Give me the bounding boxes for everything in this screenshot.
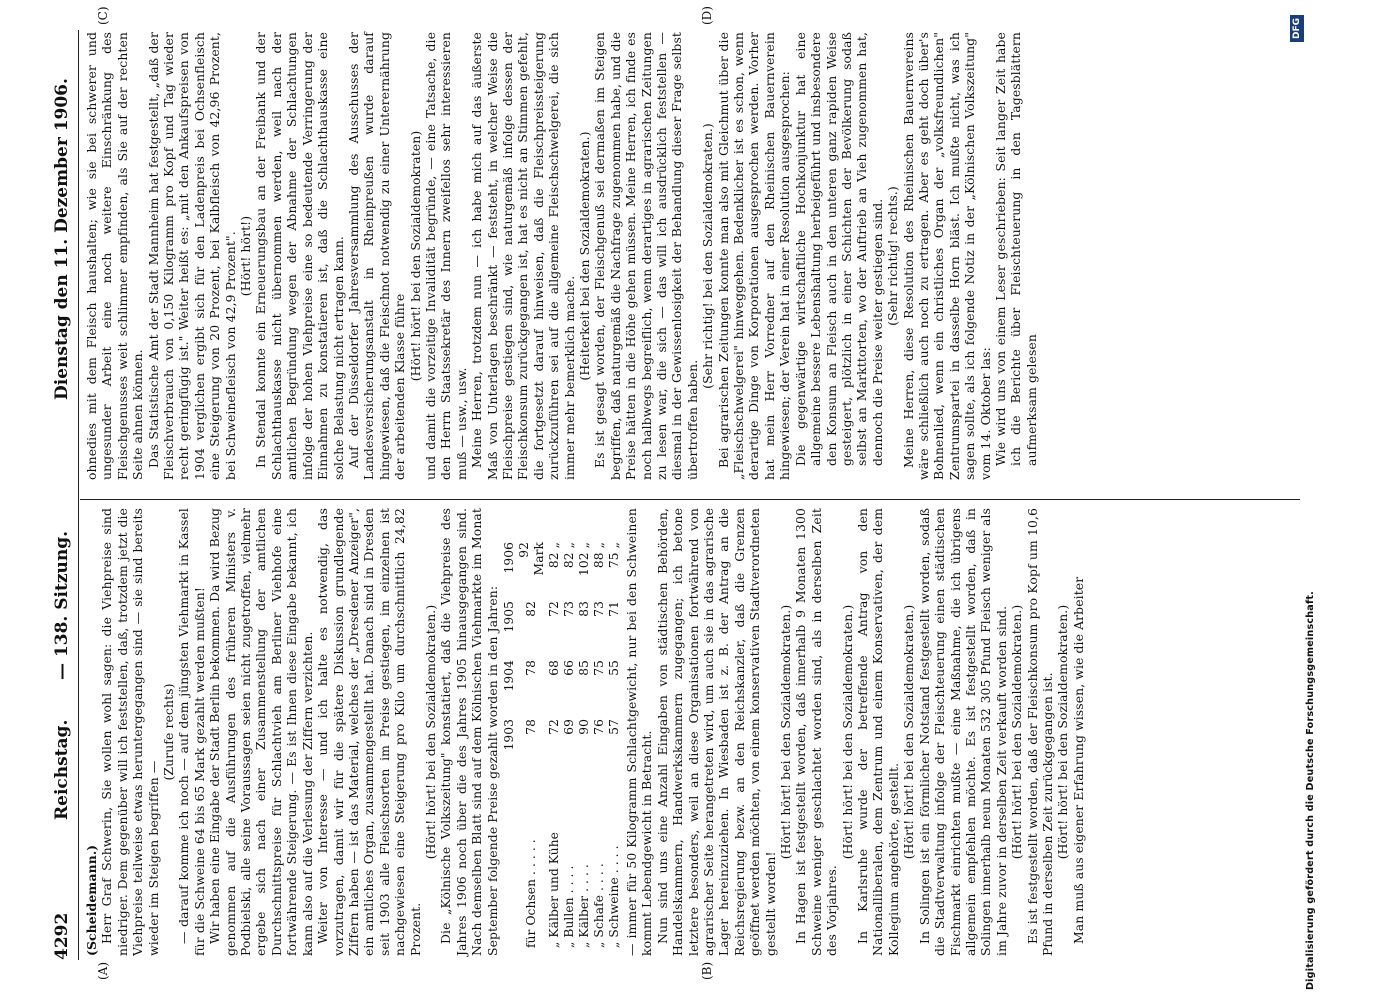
margin-marker-b: (B) bbox=[700, 961, 714, 980]
paragraph: Das Statistische Amt der Stadt Mannheim hat festgestellt, „daß der Fleischverbrauch von 0,150 Kilogramm pro Kopf und Tag wieder recht geringfügig ist." Weiter heißt es: „mit den Ankaufspreisen von 1904 verglichen ergibt sich für den Ladenpreis bei Ochsenfleisch eine Steigerung von 20 Prozent, bei Kalbfleisch von 42,96 Prozent, bei Schweinefleisch von 42,9 Prozent". bbox=[145, 32, 238, 480]
price-table-header bbox=[502, 535, 517, 948]
paragraph: und damit die vorzeitige Invalidität begründe, — eine Tatsache, die den Herrn Staatssekretär des Innern zweifellos sehr interessieren muß — usw., usw. bbox=[422, 32, 469, 480]
price-table bbox=[502, 535, 622, 948]
header-rule bbox=[78, 30, 79, 960]
paragraph: In Stendal konnte ein Erneuerungsbau an der Freibank und der Schlachthauskasse nicht übernommen werden, weil nach der amtlichen Begründung wegen der Abnahme der Schlachtungen infolge der hohen Viehpreise eine so bedeutende Verringerung der Einnahmen zu konstatieren ist, daß die Schlachthauskasse eine solche Belastung nicht ertragen kann. bbox=[253, 32, 346, 480]
cell: 92 Mark bbox=[516, 542, 546, 576]
interjection: (Hört! hört! bei den Sozialdemokraten.) bbox=[839, 604, 855, 860]
quotation: Wie wird uns von einem Leser geschrieben: Seit langer Zeit habe ich die Berichte über Fleischteuerung in den Tagesblättern aufmerksam gelesen bbox=[992, 32, 1039, 466]
margin-marker-a: (A) bbox=[96, 961, 110, 980]
speaker-name: (Scheidemann.) bbox=[84, 844, 99, 956]
cell: 57 bbox=[606, 719, 621, 735]
table-row bbox=[577, 535, 592, 948]
paragraph: In Solingen ist ein förmlicher Notstand festgestellt worden, sodaß die Stadtverwaltung infolge der Fleischteuerung einen städtischen Fischmarkt einrichten mußte — eine Maßnahme, die ich übrigens allgemein empfehlen möchte. Es ist festgestellt worden, daß in Solingen innerhalb neun Monaten 532 305 Pfund Fleisch weniger als im Jahre zuvor in derselben Zeit verkauft worden sind. bbox=[916, 508, 1009, 956]
interjection: (Hört! hört! bei den Sozialdemokraten) bbox=[407, 130, 423, 382]
year-header: 1904 bbox=[501, 660, 516, 692]
right-column bbox=[84, 32, 1039, 480]
paragraph: Wir haben eine Eingabe der Stadt Berlin bekommen. Da wird Bezug genommen auf die Ausführungen des früheren Ministers v. Podbielski, alle seine Voraussagen seien nicht zugetroffen, vielmehr ergebe sich nach einer Zusammenstellung der amtlichen Durchschnittspreise für Schlachtvieh am Berliner Viehhofe eine fortwährende Steigerung. — Es ist Ihnen diese Eingabe bekannt, ich kann also auf die Verlesung der Ziffern verzichten. bbox=[207, 508, 315, 956]
interjection: (Hört! hört!) bbox=[238, 215, 254, 297]
row-label: „ Bullen . . . . bbox=[561, 865, 576, 948]
table-row bbox=[547, 535, 562, 948]
cell: 73 bbox=[561, 601, 576, 617]
left-column bbox=[84, 508, 1086, 956]
row-label: „ Schweine . . . . bbox=[606, 845, 621, 948]
cell: 78 bbox=[524, 719, 539, 735]
year-header: 1905 bbox=[501, 601, 516, 633]
cell: 82 „ bbox=[561, 542, 576, 569]
interjection: (Hört! hört! bei den Sozialdemokraten.) bbox=[1055, 604, 1071, 860]
interjection: (Sehr richtig! bei den Sozialdemokraten.) bbox=[700, 123, 716, 389]
quotation: Die gegenwärtige wirtschaftliche Hochkonjunktur hat eine allgemeine bessere Lebenshaltung herbeigeführt und insbesondere den Konsum an Fleisch auch in den unteren ganz rapiden Weise gesteigert, plötzlich in einer Schichten der Bevölkerung sodaß selbst an Markttorten, wo der Auftrieb an Vieh zugenommen hat, dennoch die Preise weiter gestiegen sind. bbox=[792, 32, 885, 466]
margin-marker-c: (C) bbox=[96, 6, 110, 25]
margin-marker-d: (D) bbox=[700, 6, 714, 25]
paragraph: — immer für 50 Kilogramm Schlachtgewicht, nur bei den Schweinen kommt Lebendgewicht in Betracht. bbox=[623, 508, 655, 956]
header-date: Dienstag den 11. Dezember 1906. bbox=[52, 78, 72, 400]
cell: 73 bbox=[591, 601, 606, 617]
column-divider bbox=[80, 499, 1300, 500]
cell: 69 bbox=[561, 719, 576, 735]
page-header bbox=[52, 30, 78, 960]
dfg-logo: DFG bbox=[1290, 15, 1304, 42]
cell: 82 „ bbox=[546, 542, 561, 569]
cell: 75 bbox=[591, 660, 606, 676]
paragraph: Nun sind uns eine Anzahl Eingaben von städtischen Behörden, Handelskammern, Handwerkskammern zugegangen; ich betone letztere besonders, weil an diese Organisationen fortwährend von agrarischer Seite herangetreten wird, um auch sie in das agrarische Lager hereinzuziehen. In Wiesbaden ist z. B. der Antrag an die Reichsregierung bezw. an den Reichskanzler, daß die Grenzen geöffnet werden möchten, von einem konservativen Stadtverordneten gestellt worden! bbox=[654, 508, 778, 956]
cell: 85 bbox=[576, 660, 591, 676]
paragraph: Herr Graf Schwerin, Sie wollen wohl sagen: die Viehpreise sind niedriger. Dem gegenüber will ich feststellen, daß, trotzdem jetzt die Viehpreise teilweise etwas heruntergegangen sind — sie sind bereits wieder im Steigen begriffen — bbox=[99, 508, 161, 956]
interjection: (Hört! hört! bei den Sozialdemokraten.) bbox=[778, 604, 794, 860]
table-row bbox=[592, 535, 607, 948]
digitization-note: Digitalisierung gefördert durch die Deutsche Forschungsgemeinschaft. bbox=[1305, 591, 1316, 990]
year-header: 1903 bbox=[501, 719, 516, 751]
cell: 72 bbox=[546, 719, 561, 735]
paragraph: Man muß aus eigener Erfahrung wissen, wie die Arbeiter bbox=[1070, 576, 1086, 944]
row-label: für Ochsen . . . . . bbox=[524, 839, 539, 948]
paragraph: ohnedies mit dem Fleisch haushalten; wie sie bei schwerer und ungesunder Arbeit eine noch weitere Einschränkung des Fleischgenusses weit schlimmer empfinden, als Sie auf der rechten Seite ahnen können. bbox=[84, 32, 146, 480]
cell: 82 bbox=[524, 601, 539, 617]
paragraph: In Karlsruhe wurde der betreffende Antrag von den Nationalliberalen, dem Zentrum und einem Konservativen, der dem Kollegium angehörte, gestellt. bbox=[855, 508, 901, 956]
cell: 88 „ bbox=[591, 542, 606, 569]
paragraph: Es ist festgestellt worden, daß der Fleischkonsum pro Kopf um 10,6 Pfund in derselben Zeit zurückgegangen ist. bbox=[1024, 508, 1055, 956]
interjection: (Hört! hört! bei den Sozialdemokraten.) bbox=[1009, 604, 1025, 860]
interjection: (Hört! hört! bei den Sozialdemokraten.) bbox=[901, 604, 917, 860]
paragraph: Auf der Düsseldorfer Jahresversammlung des Ausschusses der Landesversicherungsanstalt in Rheinpreußen wurde darauf hingewiesen, daß die Fleischnot notwendig zu einer Unterernährung der arbeitenden Klasse führe bbox=[345, 32, 408, 480]
paragraph: In Hagen ist festgestellt worden, daß innerhalb 9 Monaten 1300 Schweine weniger geschlachtet worden sind, als in derselben Zeit des Vorjahres. bbox=[793, 508, 840, 956]
interjection: (Zurufe rechts) bbox=[161, 683, 177, 781]
row-label: „ Kälber und Kühe bbox=[546, 832, 561, 948]
header-session: — 138. Sitzung. bbox=[52, 530, 72, 680]
table-row bbox=[517, 535, 547, 948]
paragraph: Bei agrarischen Zeitungen konnte man also mit Gleichmut über die „Fleischschwelgerei" hinweggehen. Bedenklicher ist es schon, wenn derartige Dinge von Korporationen ausgesprochen werden. Vorher hat mein Herr Vorredner auf den Rheinischen Bauernverein hingewiesen; der Verein hat in einer Resolution ausgesprochen: bbox=[715, 32, 793, 480]
cell: 71 bbox=[606, 601, 621, 617]
year-header: 1906 bbox=[501, 542, 516, 574]
cell: 90 bbox=[576, 719, 591, 735]
cell: 66 bbox=[561, 660, 576, 676]
table-row bbox=[562, 535, 577, 948]
cell: 83 bbox=[576, 601, 591, 617]
paragraph: Meine Herren, trotzdem nun — ich habe mich auf das äußerste Maß von Unterlagen beschränkt — feststeht, in welcher Weise die Fleischpreise gestiegen sind, wie naturgemäß infolge dessen der Fleischkonsum zurückgegangen ist, hat es nicht an Stimmen gefehlt, die fortgesetzt darauf hinweisen, daß die Fleischpreissteigerung zurückzuführen sei auf die allgemeine Fleischschwelgerei, die sich immer mehr bemerklich mache. bbox=[469, 32, 577, 480]
cell: 75 „ bbox=[606, 542, 621, 569]
page-number: 4292 bbox=[52, 912, 72, 960]
cell: 78 bbox=[524, 660, 539, 676]
row-label: „ Kälber . . . . bbox=[576, 864, 591, 948]
cell: 72 bbox=[546, 601, 561, 617]
paragraph: Meine Herren, diese Resolution des Rheinischen Bauernvereins wäre schließlich auch noch zu ertragen. Aber es geht doch über's Bohnenlied, wenn ein christliches Organ der „volksfreundlichen" Zentrumspartei in dasselbe Horn bläst. Ich mußte nicht, was ich sagen sollte, als ich folgende Notiz in der „Kölnischen Volkszeitung" vom 14. Oktober las: bbox=[900, 32, 993, 480]
paragraph: Die „Kölnische Volkszeitung" konstatiert, daß die Viehpreise des Jahres 1906 noch über die des Jahres 1905 hinausgegangen sind. Nach demselben Blatt sind auf dem Kölnischen Viehmarkte im Monat September folgende Preise gezahlt worden in den Jahren: bbox=[438, 508, 500, 956]
interjection: (Hört! hört! bei den Sozialdemokraten.) bbox=[422, 604, 438, 860]
cell: 68 bbox=[546, 660, 561, 676]
paragraph: Weiter von Interesse — und ich halte es notwendig, das vorzutragen, damit wir für die spätere Diskussion grundlegende Ziffern haben — ist das Material, welches der „Dresdener Anzeiger", ein amtliches Organ, zusammengestellt hat. Danach sind in Dresden seit 1903 alle Fleischsorten im Preise gestiegen, im einzelnen ist nachgewiesen eine Steigerung pro Kilo um durchschnittlich 24,82 Prozent. bbox=[315, 508, 423, 956]
paragraph: — darauf komme ich noch — auf dem jüngsten Viehmarkt in Kassel für die Schweine 64 bis 65 Mark gezahlt werden mußten! bbox=[176, 508, 207, 956]
table-row bbox=[607, 535, 622, 948]
cell: 102 „ bbox=[576, 542, 591, 576]
interjection: (Heiterkeit bei den Sozialdemokraten.) bbox=[577, 131, 592, 381]
cell: 55 bbox=[606, 660, 621, 676]
paragraph: Es ist gesagt worden, der Fleischgenuß sei dermaßen im Steigen begriffen, daß naturgemäß die Nachfrage zugenommen habe, und die Preise hätten in die Höhe gehen müssen. Meine Herren, ich finde es noch halbwegs begreiflich, wenn derartiges in agrarischen Zeitungen zu lesen war, die sich — das will ich ausdrücklich feststellen — diesmal in der Gewissenlosigkeit der Behandlung dieser Frage selbst übertroffen haben. bbox=[592, 32, 700, 480]
cell: 76 bbox=[591, 719, 606, 735]
interjection: (Sehr richtig! rechts.) bbox=[885, 186, 901, 326]
row-label: „ Schafe . . . . bbox=[591, 863, 606, 948]
header-title: Reichstag. bbox=[52, 719, 72, 820]
